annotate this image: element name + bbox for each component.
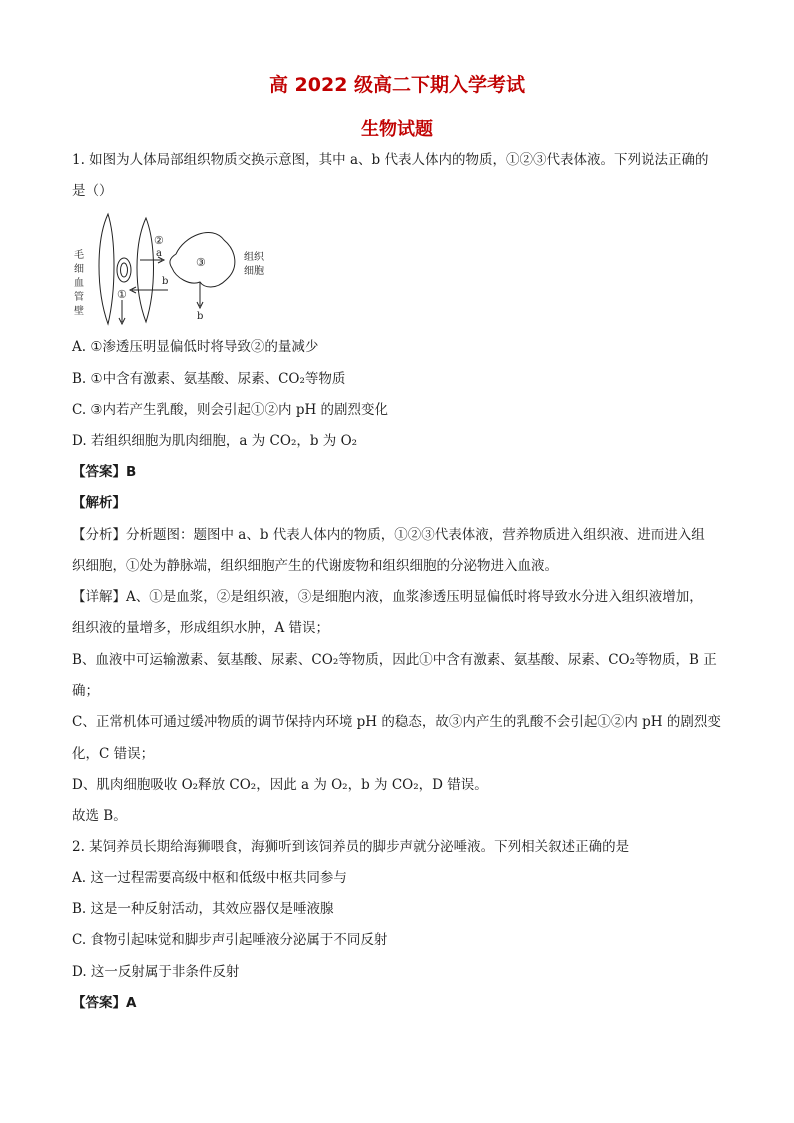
q1-option-d: D. 若组织细胞为肌肉细胞，a 为 CO₂，b 为 O₂ (72, 433, 358, 449)
capillary-wall-label-1: 毛 (74, 250, 84, 261)
exam-subtitle: 生物试题 (361, 119, 433, 140)
q1-detail-b-line1: B、血液中可运输激素、氨基酸、尿素、CO₂等物质，因此①中含有激素、氨基酸、尿素、CO₂等物质，B 正 (72, 652, 717, 668)
q1-detail-c-line2: 化，C 错误； (72, 746, 155, 762)
q1-option-b: B. ①中含有激素、氨基酸、尿素、CO₂等物质 (72, 371, 346, 387)
q1-option-c: C. ③内若产生乳酸，则会引起①②内 pH 的剧烈变化 (72, 402, 389, 418)
tissue-exchange-diagram (72, 210, 282, 328)
q1-detail-c-line1: C、正常机体可通过缓冲物质的调节保持内环境 pH 的稳态，故③内产生的乳酸不会引起①②内 pH 的剧烈变 (72, 714, 721, 730)
q1-answer: 【答案】B (72, 464, 137, 480)
q2-option-b: B. 这是一种反射活动，其效应器仅是唾液腺 (72, 901, 334, 917)
q1-conclusion: 故选 B。 (72, 808, 127, 824)
substance-b-label-bottom: b (197, 311, 204, 322)
q1-detail-d: D、肌肉细胞吸收 O₂释放 CO₂，因此 a 为 O₂，b 为 CO₂，D 错误。 (72, 777, 488, 793)
q2-option-a: A. 这一过程需要高级中枢和低级中枢共同参与 (72, 870, 347, 886)
q2-option-d: D. 这一反射属于非条件反射 (72, 964, 240, 980)
capillary-wall-label-4: 管 (74, 292, 84, 303)
fluid-1-mark: ① (117, 288, 127, 301)
capillary-left-wall (99, 214, 114, 324)
q1-analysis-heading: 【解析】 (72, 495, 126, 511)
q1-detail-a-line1: 【详解】A、①是血浆，②是组织液，③是细胞内液，血浆渗透压明显偏低时将导致水分进入组织液增加， (72, 589, 703, 605)
blood-cell-shape (117, 258, 131, 282)
q2-option-c: C. 食物引起味觉和脚步声引起唾液分泌属于不同反射 (72, 932, 388, 948)
q1-option-a: A. ①渗透压明显偏低时将导致②的量减少 (72, 339, 319, 355)
q1-detail-a-line2: 组织液的量增多，形成组织水肿，A 错误； (72, 620, 330, 636)
q1-stem-line1: 1. 如图为人体局部组织物质交换示意图，其中 a、b 代表人体内的物质，①②③代表体液。下列说法正确的 (72, 152, 709, 168)
capillary-wall-label-2: 细 (74, 264, 84, 275)
q1-analysis-line2: 织细胞，①处为静脉端，组织细胞产生的代谢废物和组织细胞的分泌物进入血液。 (72, 558, 558, 574)
capillary-right-wall (137, 218, 154, 322)
q2-answer: 【答案】A (72, 995, 137, 1011)
fluid-3-mark: ③ (196, 256, 206, 269)
q1-stem-line2: 是（） (72, 183, 113, 199)
tissue-cell-label-2: 细胞 (244, 266, 264, 277)
q2-stem: 2. 某饲养员长期给海狮喂食，海狮听到该饲养员的脚步声就分泌唾液。下列相关叙述正确的是 (72, 839, 630, 855)
q1-analysis-line1: 【分析】分析题图：题图中 a、b 代表人体内的物质，①②③代表体液，营养物质进入组织液、进而进入组 (72, 527, 705, 543)
capillary-wall-label-5: 壁 (74, 306, 84, 317)
substance-b-label-left: b (162, 276, 169, 287)
fluid-2-mark: ② (154, 234, 164, 247)
exam-title: 高 2022 级高二下期入学考试 (268, 74, 526, 96)
tissue-cell-label-1: 组织 (244, 252, 264, 263)
capillary-wall-label-3: 血 (74, 278, 84, 289)
substance-a-label: a (156, 248, 162, 259)
q1-detail-b-line2: 确； (72, 683, 99, 699)
